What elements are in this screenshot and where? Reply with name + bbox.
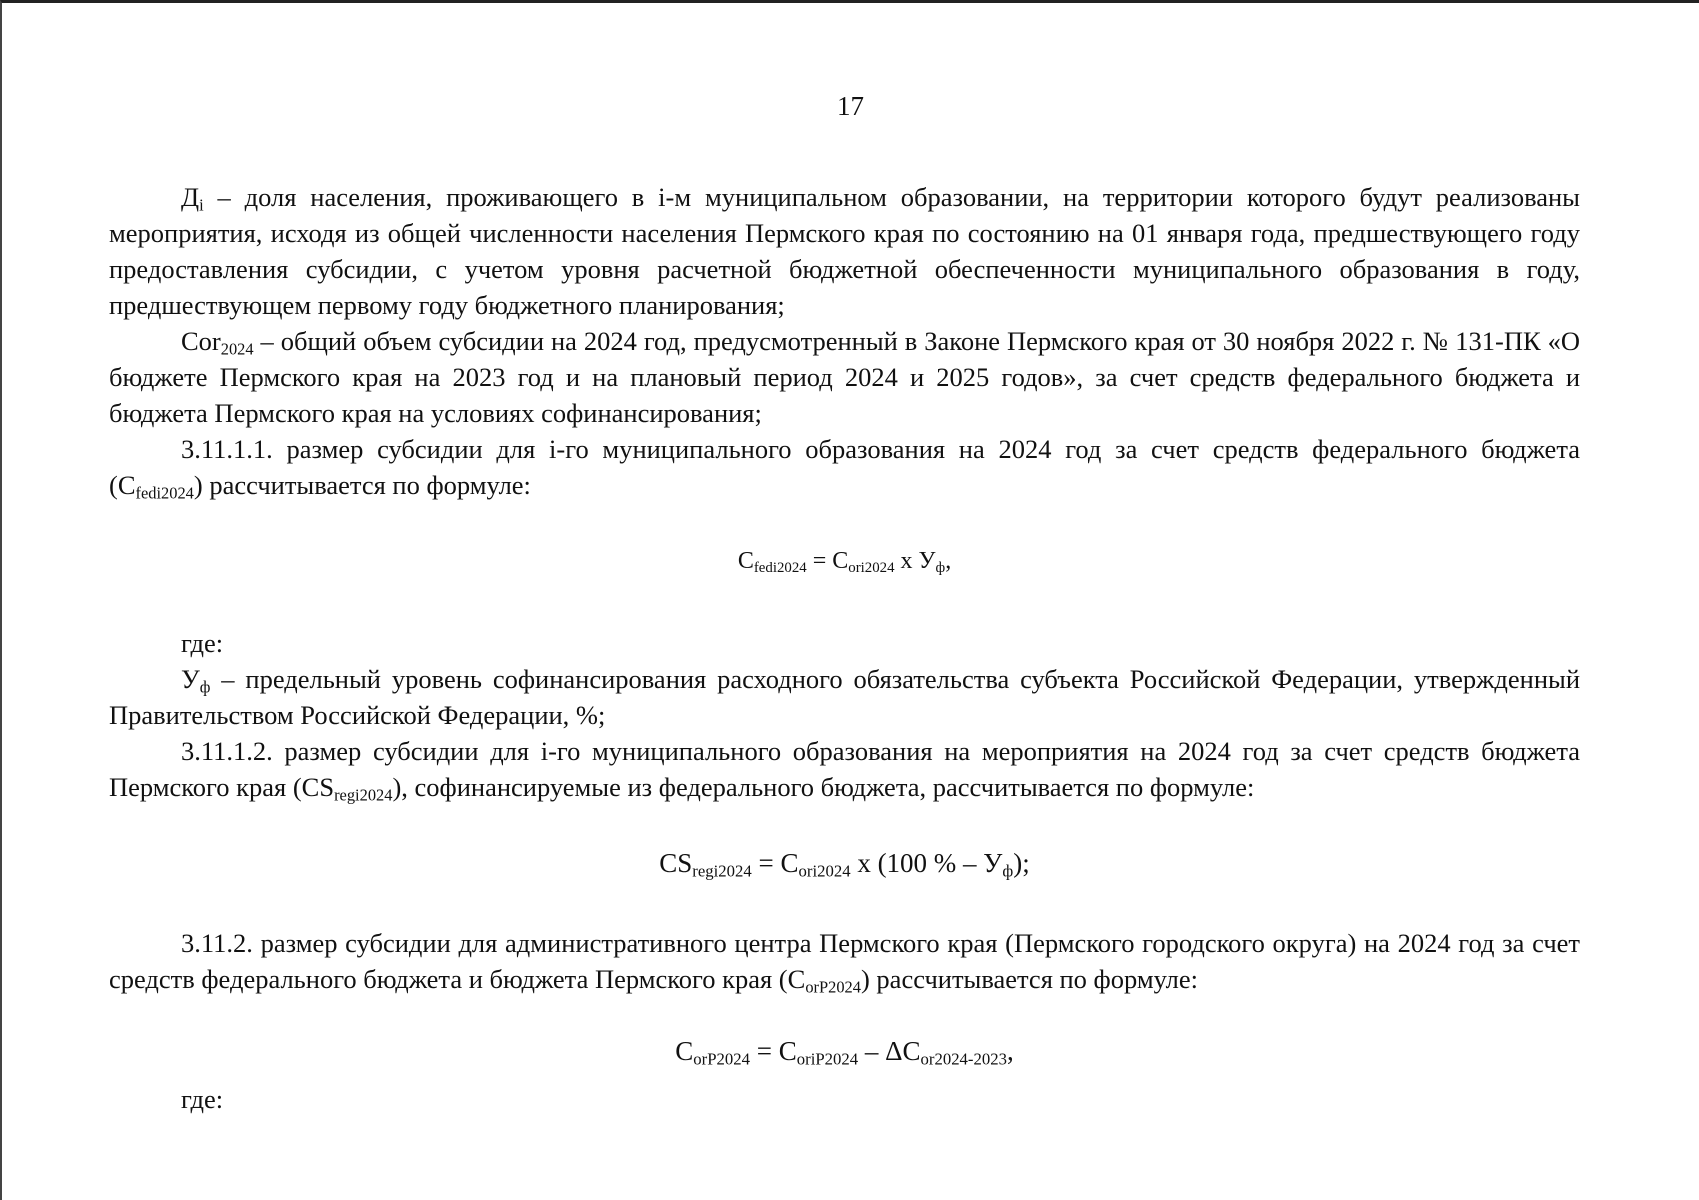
formula-2-part-a: СS — [659, 848, 693, 878]
formula-3-part-a: С — [675, 1036, 694, 1066]
document-body — [109, 179, 1580, 1117]
symbol-cor: Сor — [181, 326, 221, 356]
paragraph-3-11-1-2-subscript: regi2024 — [334, 785, 393, 805]
symbol-uf: У — [181, 664, 200, 694]
formula-2-part-d: ); — [1013, 848, 1030, 878]
paragraph-uf-text: – предельный уровень софинансирования расходного обязательства субъекта Российской Федерации, утвержденный Правительством Российской Федерации, %; — [109, 664, 1580, 730]
symbol-d-subscript: i — [199, 195, 204, 215]
formula-2-sub-b: ori2024 — [798, 861, 851, 881]
symbol-cor-subscript: 2024 — [220, 339, 254, 359]
formula-3-sub-c: or2024-2023 — [920, 1049, 1007, 1069]
formula-1-part-b: = С — [806, 548, 849, 574]
formula-cfed — [109, 503, 1580, 625]
page-number: 17 — [837, 91, 864, 121]
symbol-d: Д — [181, 182, 200, 212]
formula-1-part-c: х У — [894, 548, 936, 574]
formula-2-part-b: = С — [751, 848, 799, 878]
where-label-1: где: — [181, 628, 224, 658]
formula-3-sub-b: oriP2024 — [796, 1049, 859, 1069]
paragraph-3-11-2 — [109, 925, 1580, 997]
paragraph-cor-definition — [109, 323, 1580, 431]
paragraph-3-11-1-2 — [109, 733, 1580, 805]
paragraph-uf-definition — [109, 661, 1580, 733]
paragraph-3-11-2-text-a: 3.11.2. размер субсидии для административного центра Пермского края (Пермского городского округа) на 2024 год за счет средств федерального бюджета и бюджета Пермского края (С — [109, 928, 1580, 994]
paragraph-cor-text: – общий объем субсидии на 2024 год, предусмотренный в Законе Пермского края от 30 ноября 2022 г. № 131-ПК «О бюджете Пермского края на 2023 год и на плановый период 2024 и 2025 годов», за счет средств федерального бюджета и бюджета Пермского края на условиях софинансирования; — [109, 326, 1580, 428]
paragraph-3-11-1-2-text-b: ), софинансируемые из федерального бюджета, рассчитывается по формуле: — [392, 772, 1255, 802]
formula-2-sub-a: regi2024 — [692, 861, 752, 881]
formula-3-part-c: – ΔС — [858, 1036, 921, 1066]
paragraph-3-11-2-subscript: orP2024 — [805, 977, 861, 997]
paragraph-3-11-1-1-text-a: 3.11.1.1. размер субсидии для i-го муниципального образования на 2024 год за счет средств федерального бюджета (С — [109, 434, 1580, 500]
paragraph-3-11-1-1 — [109, 431, 1580, 503]
paragraph-d-text: – доля населения, проживающего в i-м муниципальном образовании, на территории которого будут реализованы мероприятия, исходя из общей численности населения Пермского края по состоянию на 01 января года, предшествующего году предоставления субсидии, с учетом уровня расчетной бюджетной обеспеченности муниципального образования в году, предшествующем первому году бюджетного планирования; — [109, 182, 1580, 320]
formula-2-sub-c: ф — [1002, 861, 1014, 881]
formula-corp — [109, 997, 1580, 1081]
paragraph-3-11-1-1-subscript: fedi2024 — [135, 483, 194, 503]
paragraph-3-11-1-1-text-b: ) рассчитывается по формуле: — [193, 470, 531, 500]
formula-1-sub-a: fedi2024 — [753, 560, 807, 577]
formula-1-sub-c: ф — [935, 560, 946, 577]
formula-2-part-c: х (100 % – У — [850, 848, 1003, 878]
formula-csreg — [109, 805, 1580, 925]
where-label-2: где: — [181, 1084, 224, 1114]
paragraph-3-11-1-2-text-a: 3.11.1.2. размер субсидии для i-го муниципального образования на мероприятия на 2024 год за счет средств бюджета Пермского края (СS — [109, 736, 1580, 802]
paragraph-3-11-2-text-b: ) рассчитывается по формуле: — [860, 964, 1199, 994]
formula-3-sub-a: orP2024 — [693, 1049, 751, 1069]
symbol-uf-subscript: ф — [199, 677, 211, 697]
paragraph-d-definition — [109, 179, 1580, 323]
formula-1-part-d: , — [945, 548, 952, 574]
formula-1-sub-b: ori2024 — [848, 560, 895, 577]
formula-3-part-b: = С — [750, 1036, 797, 1066]
formula-3-part-d: , — [1006, 1036, 1014, 1066]
formula-1-part-a: С — [737, 548, 754, 574]
